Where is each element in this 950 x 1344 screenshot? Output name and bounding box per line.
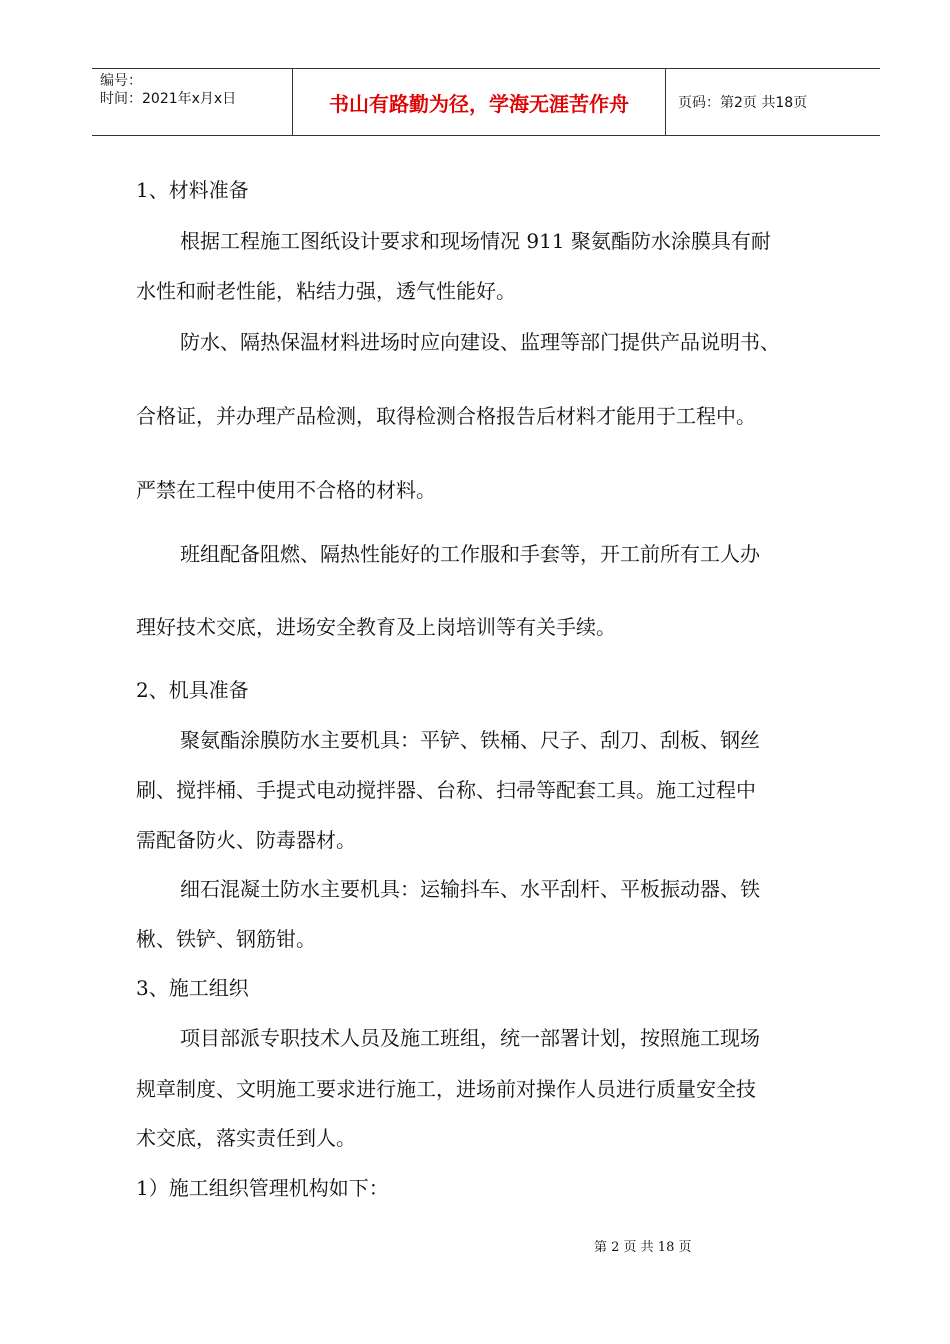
header-page-info: 页码：第2页 共18页 (678, 95, 808, 111)
paragraph-line: 班组配备阻燃、隔热性能好的工作服和手套等，开工前所有工人办 (180, 542, 760, 566)
paragraph-line: 刷、搅拌桶、手提式电动搅拌器、台称、扫帚等配套工具。施工过程中 (136, 778, 756, 802)
paragraph-line: 严禁在工程中使用不合格的材料。 (136, 478, 436, 502)
paragraph-line: 需配备防火、防毒器材。 (136, 828, 356, 852)
header-meta (92, 69, 293, 135)
footer-page-number: 第 2 页 共 18 页 (594, 1240, 692, 1255)
paragraph-line: 理好技术交底，进场安全教育及上岗培训等有关手续。 (136, 615, 616, 639)
paragraph-line: 规章制度、文明施工要求进行施工，进场前对操作人员进行质量安全技 (136, 1077, 756, 1101)
paragraph-line: 项目部派专职技术人员及施工班组，统一部署计划，按照施工现场 (180, 1026, 760, 1050)
section-heading-tools: 2、机具准备 (136, 678, 249, 702)
header-motto: 书山有路勤为径，学海无涯苦作舟 (293, 69, 666, 135)
number-label: 编号： (100, 73, 142, 89)
page-header (92, 68, 880, 136)
paragraph-line: 聚氨酯涂膜防水主要机具：平铲、铁桶、尺子、刮刀、刮板、钢丝 (180, 728, 760, 752)
paragraph-line: 水性和耐老性能，粘结力强，透气性能好。 (136, 279, 516, 303)
section-heading-materials: 1、材料准备 (136, 178, 249, 202)
paragraph-line: 细石混凝土防水主要机具：运输抖车、水平刮杆、平板振动器、铁 (180, 877, 760, 901)
subsection-heading: 1）施工组织管理机构如下： (136, 1176, 389, 1200)
paragraph-line: 合格证，并办理产品检测，取得检测合格报告后材料才能用于工程中。 (136, 404, 756, 428)
paragraph-line: 楸、铁铲、钢筋钳。 (136, 927, 316, 951)
paragraph-line: 防水、隔热保温材料进场时应向建设、监理等部门提供产品说明书、 (180, 330, 780, 354)
section-heading-organization: 3、施工组织 (136, 976, 249, 1000)
time-label: 时间：2021年x月x日 (100, 91, 237, 107)
paragraph-line: 根据工程施工图纸设计要求和现场情况 911 聚氨酯防水涂膜具有耐 (180, 229, 771, 253)
paragraph-line: 术交底，落实责任到人。 (136, 1126, 356, 1150)
